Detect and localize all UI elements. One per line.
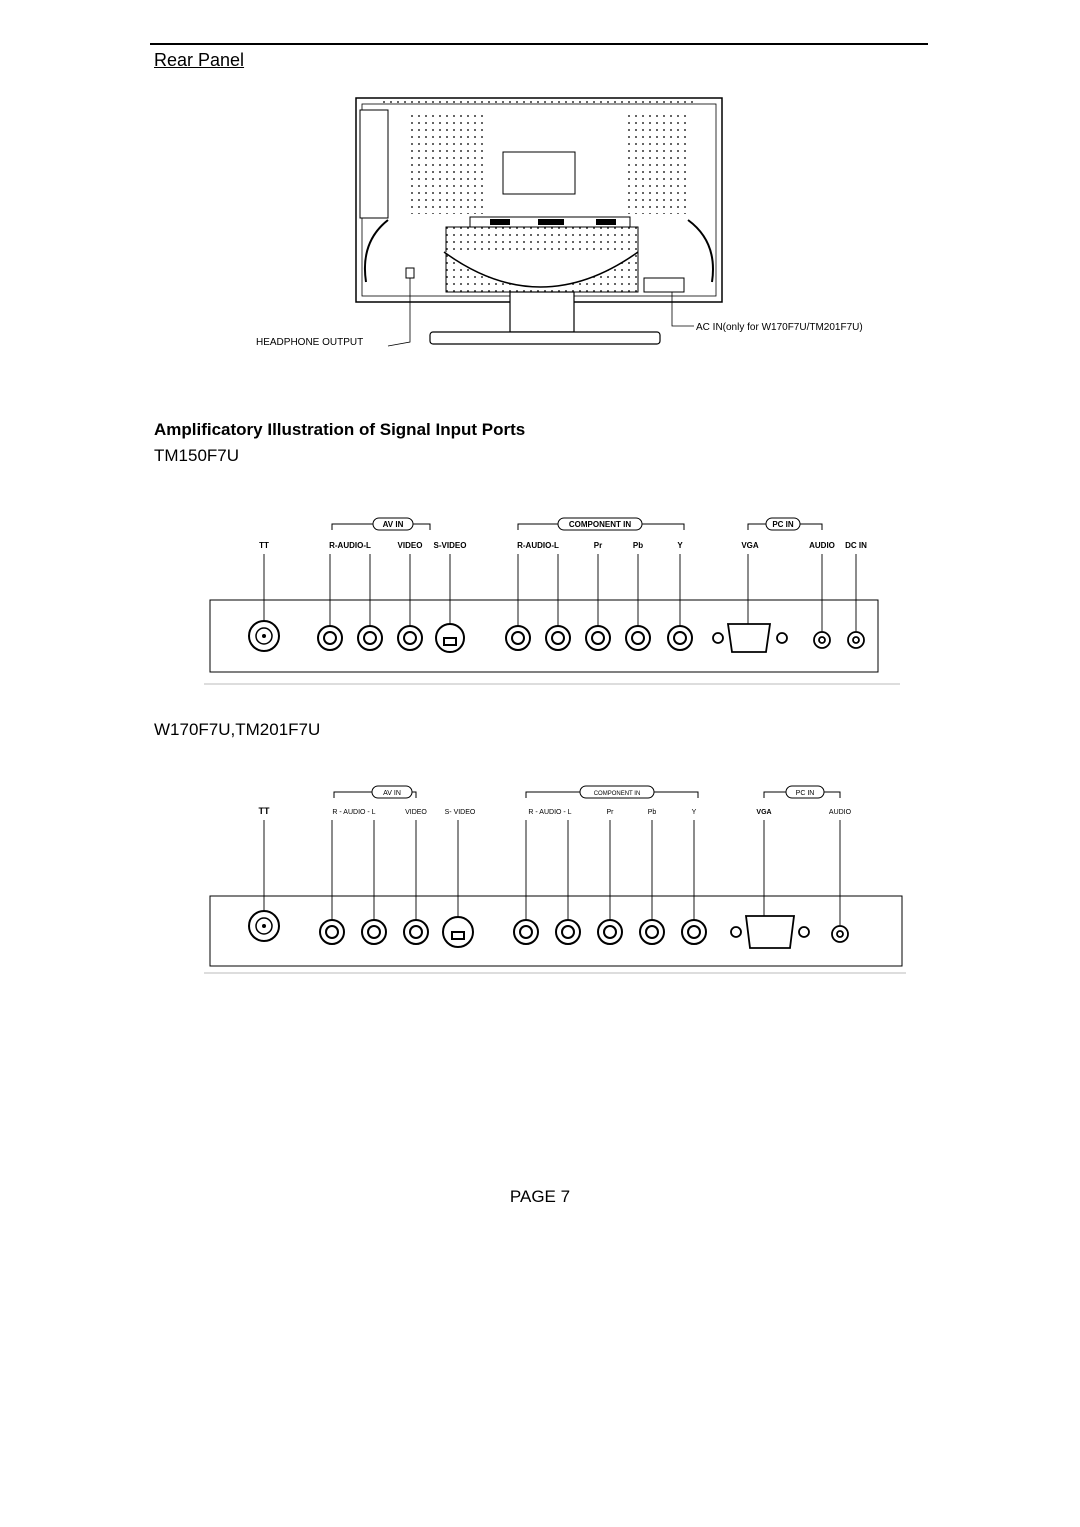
video-port-2 — [404, 920, 428, 944]
av-audio-label-2: R - AUDIO - L — [332, 809, 376, 816]
component-in-group-label: COMPONENT IN — [568, 520, 632, 529]
model-name-2: W170F7U,TM201F7U — [154, 720, 321, 739]
antenna-label-2: TT — [258, 806, 270, 816]
video-label-2: VIDEO — [405, 809, 427, 816]
audio-label: AUDIO — [809, 541, 835, 550]
audio-port — [814, 632, 830, 648]
page-number: PAGE 7 — [509, 1187, 571, 1206]
audio-port-2 — [832, 926, 848, 942]
component-audio-r-port-2 — [514, 920, 538, 944]
pr-label-2: Pr — [606, 809, 614, 816]
pc-in-group-label: PC IN — [772, 520, 794, 529]
vga-label: VGA — [741, 541, 759, 550]
video-port — [398, 626, 422, 650]
y-port-2 — [682, 920, 706, 944]
component-audio-r-port — [506, 626, 530, 650]
component-audio-l-port-2 — [556, 920, 580, 944]
component-in-group-label-2: COMPONENT IN — [593, 791, 641, 797]
y-port — [668, 626, 692, 650]
headphone-output-label: HEADPHONE OUTPUT — [256, 337, 364, 348]
av-audio-r-port — [318, 626, 342, 650]
pb-label: Pb — [632, 541, 644, 550]
s-video-port-2 — [443, 917, 473, 947]
s-video-label: S-VIDEO — [433, 541, 467, 550]
rear-panel-illustration — [248, 92, 898, 352]
y-label-2: Y — [691, 809, 697, 816]
audio-label-2: AUDIO — [828, 809, 852, 816]
model-name: TM150F7U — [154, 446, 240, 465]
pb-port — [626, 626, 650, 650]
pr-label: Pr — [593, 541, 603, 550]
av-audio-r-port-2 — [320, 920, 344, 944]
antenna-label: TT — [259, 541, 269, 550]
pr-port — [586, 626, 610, 650]
antenna-port — [249, 621, 279, 651]
dc-in-label: DC IN — [845, 541, 867, 550]
vga-label-2: VGA — [756, 809, 772, 816]
component-audio-l-port — [546, 626, 570, 650]
component-audio-label: R-AUDIO-L — [517, 541, 559, 550]
pr-port-2 — [598, 920, 622, 944]
y-label: Y — [677, 541, 683, 550]
dc-in-port — [848, 632, 864, 648]
port-panel-w170-tm201 — [200, 780, 910, 975]
section-title: Rear Panel — [154, 50, 245, 70]
av-audio-label: R-AUDIO-L — [329, 541, 371, 550]
ac-in-label: AC IN(only for W170F7U/TM201F7U) — [696, 322, 863, 333]
component-audio-label-2: R - AUDIO - L — [528, 809, 572, 816]
video-label: VIDEO — [397, 541, 423, 550]
av-audio-l-port — [358, 626, 382, 650]
av-in-group-label-2: AV IN — [383, 790, 401, 797]
pb-label-2: Pb — [647, 809, 657, 816]
top-rule — [150, 43, 928, 45]
av-in-group-label: AV IN — [382, 520, 404, 529]
antenna-port-2 — [249, 911, 279, 941]
s-video-port — [436, 624, 464, 652]
vga-port — [713, 624, 787, 652]
pc-in-group-label-2: PC IN — [795, 790, 815, 797]
pb-port-2 — [640, 920, 664, 944]
s-video-label-2: S- VIDEO — [444, 809, 476, 816]
port-panel-tm150 — [200, 508, 910, 686]
vga-port-2 — [731, 916, 809, 948]
section-heading: Amplificatory Illustration of Signal Input Ports — [154, 420, 526, 439]
av-audio-l-port-2 — [362, 920, 386, 944]
